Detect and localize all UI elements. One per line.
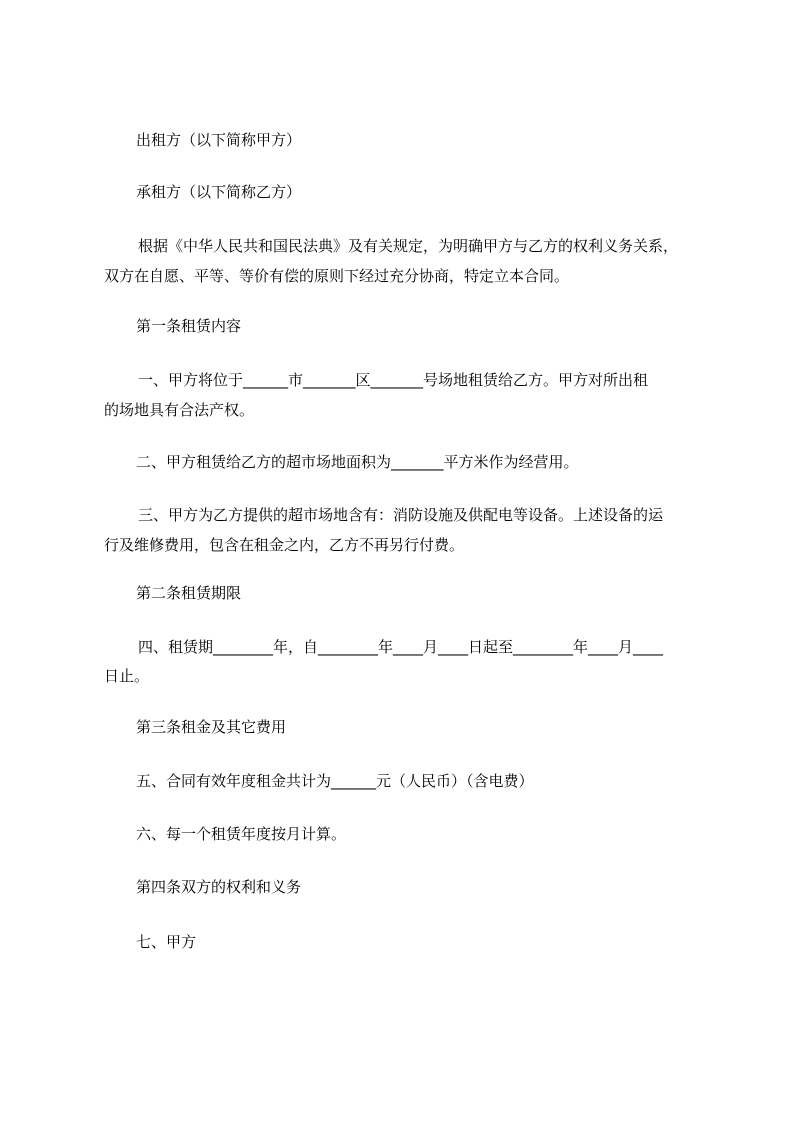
item-6: 六、每一个租赁年度按月计算。 xyxy=(136,825,347,843)
item-3-line-1: 三、甲方为乙方提供的超市场地含有：消防设施及供配电等设备。上述设备的运 xyxy=(138,506,664,524)
article-3-title: 第三条租金及其它费用 xyxy=(136,718,287,736)
article-1-title: 第一条租赁内容 xyxy=(136,317,242,335)
article-4-title: 第四条双方的权利和义务 xyxy=(136,878,302,896)
item-7: 七、甲方 xyxy=(136,933,197,951)
item-5: 五、合同有效年度租金共计为______元（人民币）（含电费） xyxy=(136,772,534,790)
item-2: 二、甲方租赁给乙方的超市场地面积为_______平方米作为经营用。 xyxy=(136,453,579,471)
lessee-line: 承租方（以下简称乙方） xyxy=(136,183,302,201)
item-4-line-2: 日止。 xyxy=(104,667,150,685)
preamble-line-1: 根据《中华人民共和国民法典》及有关规定，为明确甲方与乙方的权利义务关系， xyxy=(138,237,679,255)
lessor-line: 出租方（以下简称甲方） xyxy=(136,131,302,149)
item-3-line-2: 行及维修费用，包含在租金之内，乙方不再另行付费。 xyxy=(104,536,465,554)
item-1-line-1: 一、甲方将位于______市_______区_______号场地租赁给乙方。甲方对所出租 xyxy=(138,371,649,389)
article-2-title: 第二条租赁期限 xyxy=(136,584,242,602)
item-4-line-1: 四、租赁期________年，自________年____月____日起至________年____月____ xyxy=(138,638,664,656)
item-1-line-2: 的场地具有合法产权。 xyxy=(104,401,255,419)
preamble-line-2: 双方在自愿、平等、等价有偿的原则下经过充分协商，特定立本合同。 xyxy=(104,267,570,285)
